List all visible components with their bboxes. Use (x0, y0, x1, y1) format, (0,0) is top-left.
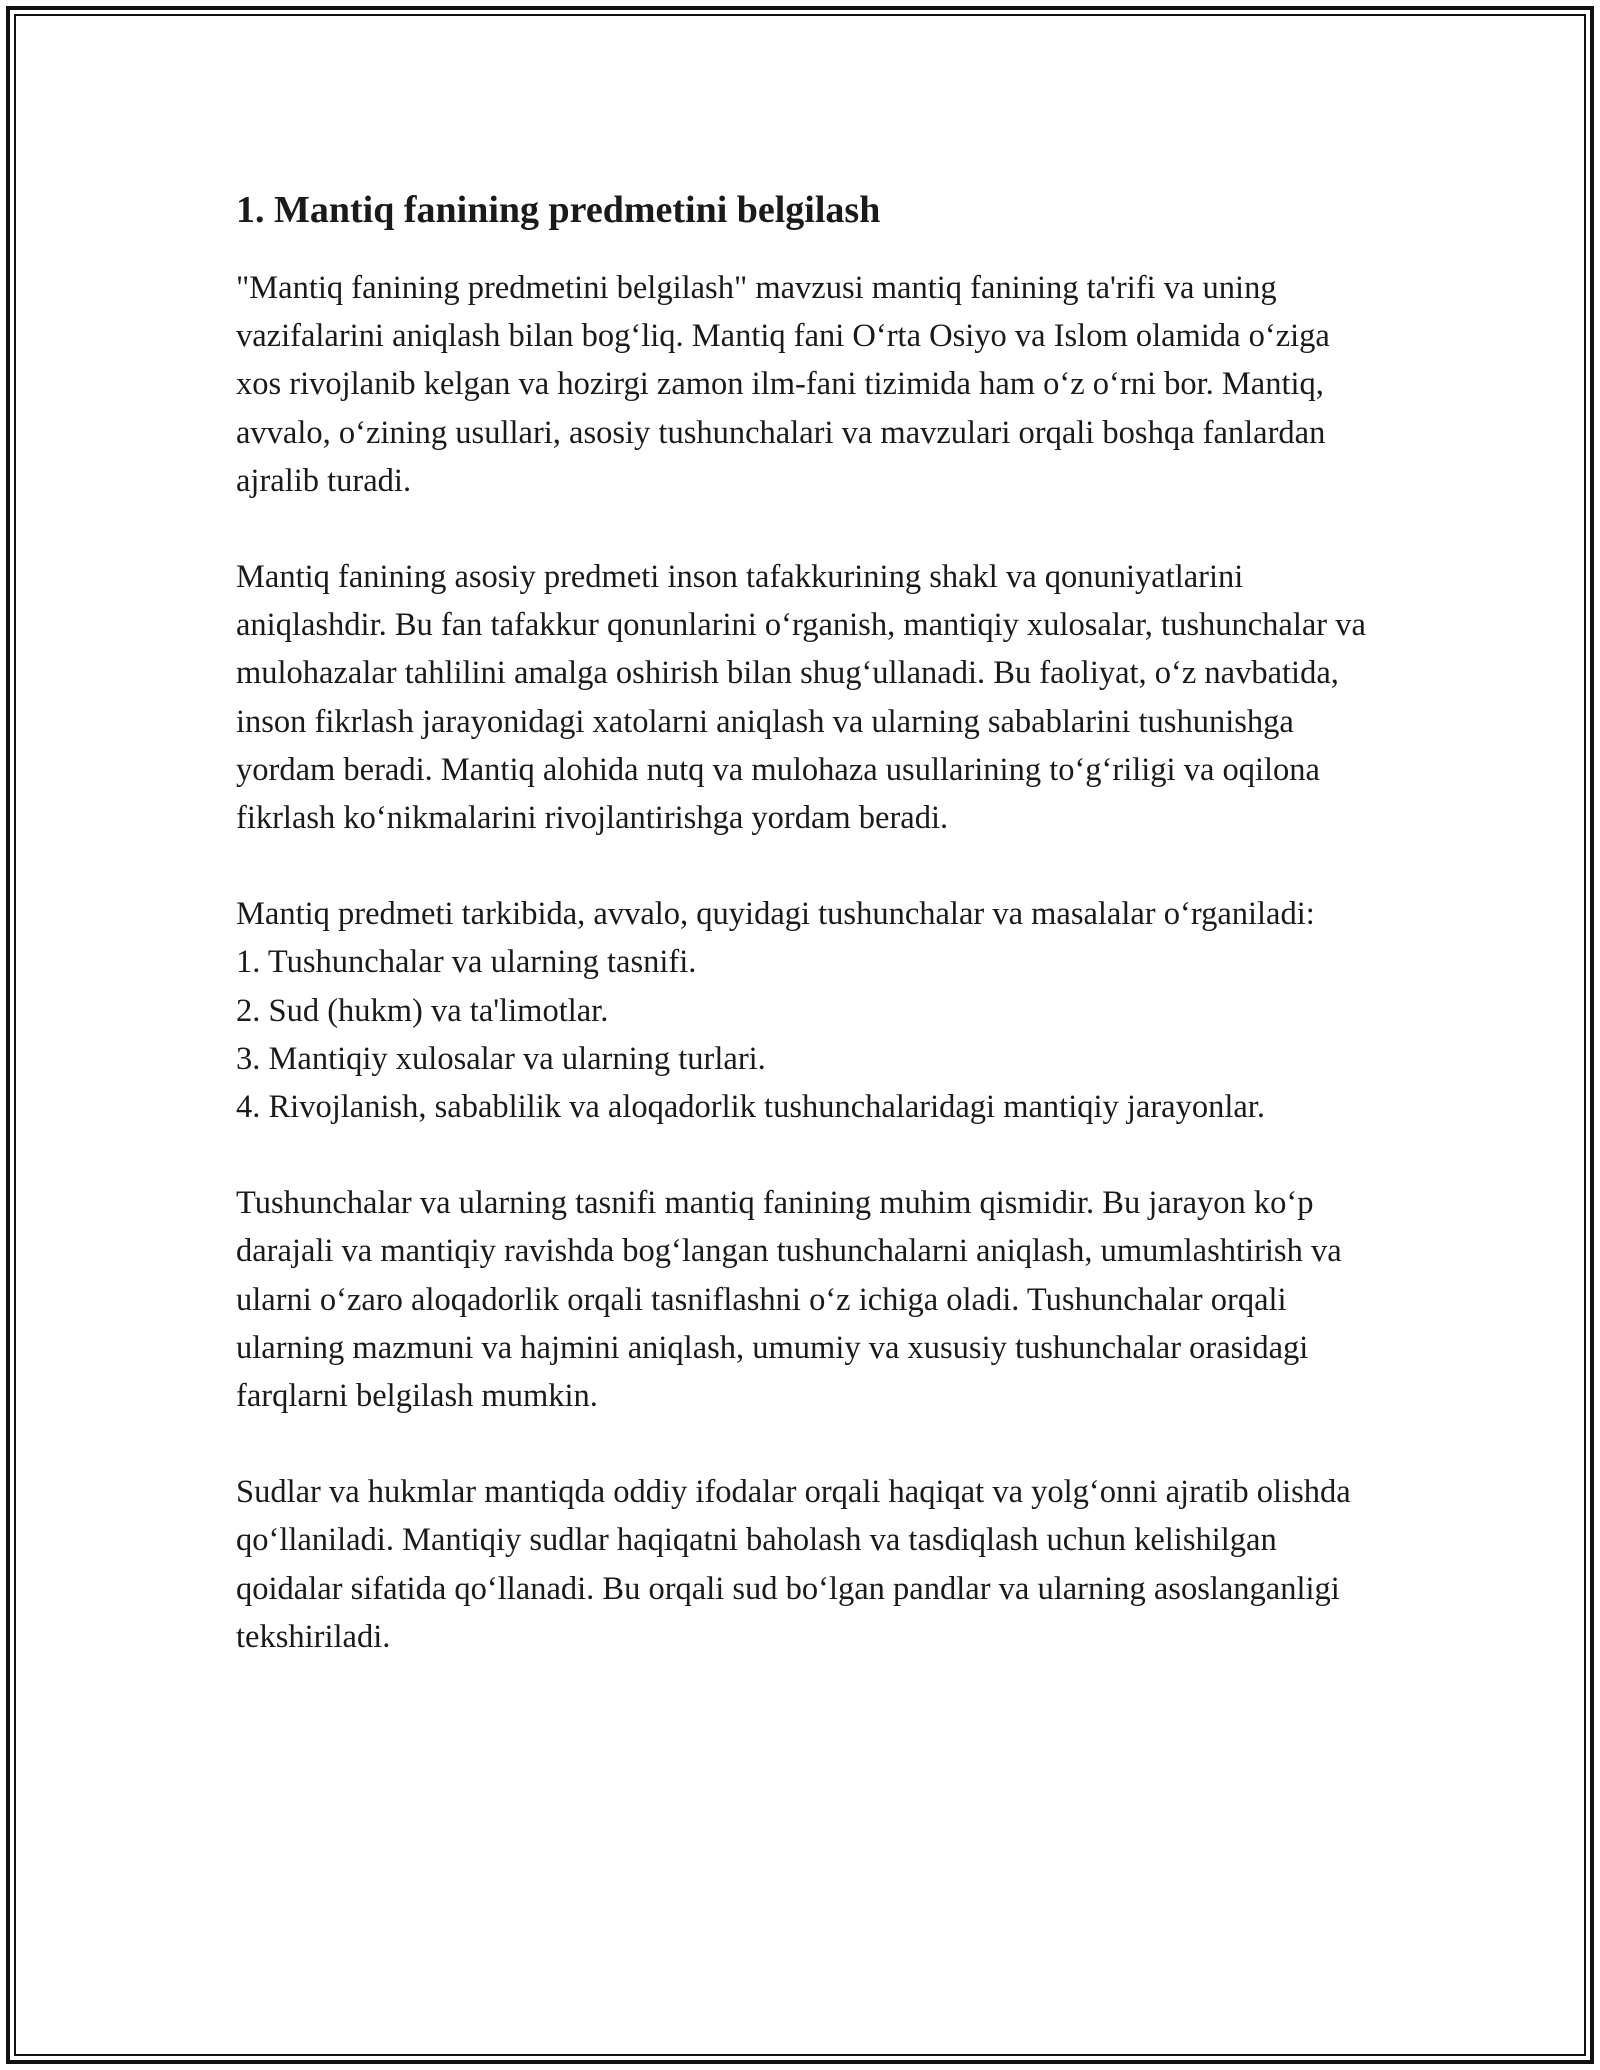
list-intro: Mantiq predmeti tarkibida, avvalo, quyidagi tushunchalar va masalalar o‘rganiladi: (236, 896, 1315, 933)
document-page (236, 186, 1376, 1709)
list-item: 2. Sud (hukm) va ta'limotlar. (236, 992, 609, 1029)
topics-list (236, 938, 1376, 1131)
paragraph-subject: Mantiq fanining asosiy predmeti inson tafakkurining shakl va qonuniyatlarini aniqlashdir. Bu fan tafakkur qonunlarini o‘rganish, mantiqiy xulosalar, tushunchalar va mulohazalar tahlilini amalga oshirish bilan shug‘ullanadi. Bu faoliyat, o‘z navbatida, inson fikrlash jarayonidagi xatolarni aniqlash va ularning sabablarini tushunishga yordam beradi. Mantiq alohida nutq va mulohaza usullarining to‘g‘riligi va oqilona fikrlash ko‘nikmalarini rivojlantirishga yordam beradi. (236, 559, 1366, 837)
document-heading: 1. Mantiq fanining predmetini belgilash (236, 189, 881, 231)
paragraph-concepts: Tushunchalar va ularning tasnifi mantiq fanining muhim qismidir. Bu jarayon ko‘p darajali va mantiqiy ravishda bog‘langan tushunchalarni aniqlash, umumlashtirish va ularni o‘zaro aloqadorlik orqali tasniflashni o‘z ichiga oladi. Tushunchalar orqali ularning mazmuni va hajmini aniqlash, umumiy va xususiy tushunchalar orasidagi farqlarni belgilash mumkin. (236, 1185, 1342, 1415)
list-item: 1. Tushunchalar va ularning tasnifi. (236, 944, 697, 981)
list-item: 4. Rivojlanish, sabablilik va aloqadorlik tushunchalaridagi mantiqiy jarayonlar. (236, 1089, 1265, 1126)
paragraph-judgments: Sudlar va hukmlar mantiqda oddiy ifodalar orqali haqiqat va yolg‘onni ajratib olishda qo‘llaniladi. Mantiqiy sudlar haqiqatni baholash va tasdiqlash uchun kelishilgan qoidalar sifatida qo‘llanadi. Bu orqali sud bo‘lgan pandlar va ularning asoslanganligi tekshiriladi. (236, 1474, 1351, 1655)
paragraph-intro: "Mantiq fanining predmetini belgilash" mavzusi mantiq fanining ta'rifi va uning vazifalarini aniqlash bilan bog‘liq. Mantiq fani O‘rta Osiyo va Islom olamida o‘ziga xos rivojlanib kelgan va hozirgi zamon ilm-fani tizimida ham o‘z o‘rni bor. Mantiq, avvalo, o‘zining usullari, asosiy tushunchalari va mavzulari orqali boshqa fanlardan ajralib turadi. (236, 270, 1330, 499)
list-item: 3. Mantiqiy xulosalar va ularning turlari. (236, 1040, 766, 1077)
